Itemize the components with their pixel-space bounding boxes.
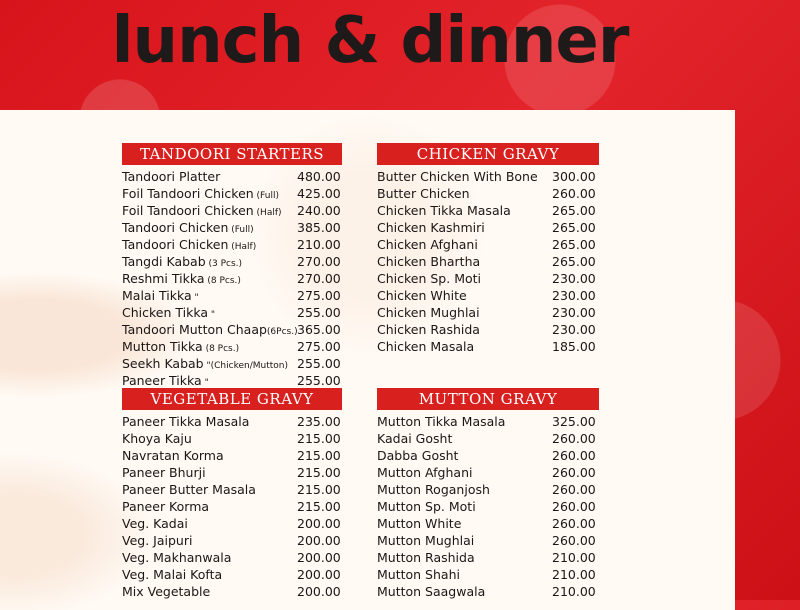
item-name: [377, 270, 481, 287]
menu-item: [122, 185, 342, 202]
menu-item: [377, 287, 599, 304]
item-label: Tandoori Mutton Chaap: [122, 322, 267, 337]
item-label: Paneer Korma: [122, 499, 210, 514]
menu-item: [122, 270, 342, 287]
item-price: 210.00: [552, 584, 596, 599]
item-label: Paneer Bhurji: [122, 465, 206, 480]
item-label: Mix Vegetable: [122, 584, 211, 599]
item-price: 260.00: [552, 516, 596, 531]
item-label: Mutton Saagwala: [377, 584, 486, 599]
menu-item: [122, 321, 342, 338]
item-name: [377, 185, 470, 202]
menu-item: [122, 202, 342, 219]
item-price: 200.00: [297, 550, 341, 565]
menu-item: [377, 498, 599, 515]
item-note: (6Pcs.): [266, 327, 298, 337]
menu-item: [377, 481, 599, 498]
menu-item: [377, 532, 599, 549]
menu-item: [377, 464, 599, 481]
item-price: 235.00: [297, 414, 341, 429]
item-note: ": [208, 310, 216, 320]
item-price: 200.00: [297, 567, 341, 582]
item-price: 240.00: [297, 203, 341, 218]
item-label: Veg. Jaipuri: [122, 533, 193, 548]
section-heading: VEGETABLE GRAVY: [122, 388, 342, 410]
item-note: ": [191, 293, 199, 303]
item-label: Veg. Makhanwala: [122, 550, 232, 565]
item-label: Veg. Malai Kofta: [122, 567, 223, 582]
item-label: Foil Tandoori Chicken: [122, 203, 254, 218]
item-price: 270.00: [297, 271, 341, 286]
menu-item: [377, 270, 599, 287]
item-label: Reshmi Tikka: [122, 271, 205, 286]
item-price: 425.00: [297, 186, 341, 201]
menu-item: [377, 447, 599, 464]
item-price: 215.00: [297, 431, 341, 446]
item-price: 230.00: [552, 271, 596, 286]
item-label: Tangdi Kabab: [122, 254, 206, 269]
item-label: Chicken White: [377, 288, 467, 303]
item-label: Khoya Kaju: [122, 431, 192, 446]
item-name: [377, 253, 480, 270]
item-label: Tandoori Chicken: [122, 220, 229, 235]
item-name: [377, 413, 505, 430]
item-label: Mutton White: [377, 516, 462, 531]
menu-panel: [0, 110, 735, 610]
item-note: (8 Pcs.): [204, 276, 241, 286]
menu-item: [377, 236, 599, 253]
item-price: 255.00: [297, 373, 341, 388]
item-price: 260.00: [552, 465, 596, 480]
item-price: 275.00: [297, 288, 341, 303]
menu-item: [377, 549, 599, 566]
item-name: [122, 498, 209, 515]
item-name: [377, 532, 474, 549]
item-label: Chicken Sp. Moti: [377, 271, 481, 286]
item-name: [122, 532, 192, 549]
item-name: [122, 430, 192, 447]
item-label: Mutton Sp. Moti: [377, 499, 476, 514]
item-name: [377, 236, 478, 253]
item-price: 215.00: [297, 482, 341, 497]
menu-item: [377, 202, 599, 219]
section-vegetable-gravy: [122, 388, 342, 600]
item-label: Paneer Tikka: [122, 373, 202, 388]
item-label: Paneer Butter Masala: [122, 482, 256, 497]
item-name: [122, 515, 188, 532]
item-label: Navratan Korma: [122, 448, 224, 463]
menu-item: [377, 338, 599, 355]
item-name: [122, 549, 231, 566]
menu-item: [122, 219, 342, 236]
item-label: Chicken Rashida: [377, 322, 480, 337]
item-label: Chicken Bhartha: [377, 254, 481, 269]
item-name: [377, 168, 538, 185]
item-label: Mutton Mughlai: [377, 533, 475, 548]
item-name: [377, 287, 467, 304]
item-note: (8 Pcs.): [202, 344, 240, 354]
menu-item: [122, 168, 342, 185]
item-price: 255.00: [297, 305, 341, 320]
item-name: [377, 515, 461, 532]
item-note: (Full): [228, 225, 254, 235]
item-price: 385.00: [297, 220, 341, 235]
item-list: [377, 413, 599, 600]
item-price: 255.00: [297, 356, 341, 371]
item-price: 230.00: [552, 305, 596, 320]
item-note: ": [201, 378, 209, 388]
menu-item: [122, 447, 342, 464]
menu-item: [122, 464, 342, 481]
menu-item: [122, 236, 342, 253]
menu-item: [377, 583, 599, 600]
item-name: [377, 566, 460, 583]
item-label: Malai Tikka: [122, 288, 192, 303]
item-name: [122, 583, 210, 600]
menu-item: [377, 430, 599, 447]
item-name: [122, 481, 256, 498]
item-label: Chicken Afghani: [377, 237, 478, 252]
item-list: [122, 413, 342, 600]
item-price: 265.00: [552, 237, 596, 252]
menu-item: [122, 413, 342, 430]
item-name: [122, 413, 249, 430]
item-name: [122, 464, 206, 481]
menu-item: [122, 355, 342, 372]
item-note: (Half): [228, 242, 257, 252]
item-name: [377, 481, 490, 498]
item-note: "(Chicken/Mutton): [203, 361, 288, 371]
item-label: Butter Chicken With Bone: [377, 169, 538, 184]
item-label: Mutton Tikka Masala: [377, 414, 506, 429]
item-name: [377, 321, 480, 338]
item-price: 200.00: [297, 584, 341, 599]
item-label: Veg. Kadai: [122, 516, 188, 531]
menu-item: [122, 481, 342, 498]
item-price: 230.00: [552, 288, 596, 303]
item-list: [122, 168, 342, 389]
item-name: [377, 549, 475, 566]
menu-item: [122, 566, 342, 583]
menu-item: [122, 338, 342, 355]
item-list: [377, 168, 599, 355]
item-name: [122, 566, 222, 583]
item-price: 300.00: [552, 169, 596, 184]
menu-item: [122, 430, 342, 447]
item-price: 210.00: [552, 567, 596, 582]
item-name: [377, 219, 485, 236]
menu-item: [377, 566, 599, 583]
item-name: [377, 464, 472, 481]
item-label: Mutton Shahi: [377, 567, 460, 582]
item-note: (Full): [253, 191, 279, 201]
menu-item: [122, 372, 342, 389]
menu-item: [377, 168, 599, 185]
item-price: 210.00: [552, 550, 596, 565]
item-price: 265.00: [552, 203, 596, 218]
item-price: 260.00: [552, 499, 596, 514]
item-price: 230.00: [552, 322, 596, 337]
item-note: (Half): [253, 208, 282, 218]
item-price: 185.00: [552, 339, 596, 354]
item-label: Mutton Tikka: [122, 339, 203, 354]
item-name: [377, 338, 474, 355]
item-label: Chicken Tikka: [122, 305, 209, 320]
item-price: 275.00: [297, 339, 341, 354]
item-name: [377, 447, 458, 464]
item-price: 260.00: [552, 482, 596, 497]
menu-item: [122, 583, 342, 600]
item-price: 210.00: [297, 237, 341, 252]
item-label: Chicken Masala: [377, 339, 475, 354]
item-price: 260.00: [552, 448, 596, 463]
item-price: 265.00: [552, 220, 596, 235]
item-label: Butter Chicken: [377, 186, 470, 201]
item-label: Tandoori Platter: [122, 169, 221, 184]
item-label: Kadai Gosht: [377, 431, 453, 446]
menu-item: [377, 515, 599, 532]
menu-item: [377, 413, 599, 430]
menu-item: [377, 185, 599, 202]
item-label: Tandoori Chicken: [122, 237, 229, 252]
menu-item: [377, 304, 599, 321]
item-note: (3 Pcs.): [205, 259, 243, 269]
section-heading: CHICKEN GRAVY: [377, 143, 599, 165]
item-price: 200.00: [297, 516, 341, 531]
item-price: 260.00: [552, 533, 596, 548]
item-price: 200.00: [297, 533, 341, 548]
item-price: 365.00: [297, 322, 341, 337]
item-price: 265.00: [552, 254, 596, 269]
menu-item: [122, 287, 342, 304]
menu-item: [122, 532, 342, 549]
item-label: Mutton Rashida: [377, 550, 475, 565]
item-label: Seekh Kabab: [122, 356, 204, 371]
item-label: Chicken Tikka Masala: [377, 203, 511, 218]
menu-item: [377, 253, 599, 270]
menu-item: [377, 321, 599, 338]
menu-item: [122, 304, 342, 321]
item-price: 260.00: [552, 186, 596, 201]
item-name: [377, 583, 485, 600]
item-price: 215.00: [297, 465, 341, 480]
item-price: 270.00: [297, 254, 341, 269]
menu-item: [122, 515, 342, 532]
section-chicken-gravy: [377, 143, 599, 355]
item-label: Foil Tandoori Chicken: [122, 186, 254, 201]
menu-title: lunch & dinner: [111, 4, 629, 78]
item-name: [377, 202, 511, 219]
menu-item: [122, 253, 342, 270]
item-name: [377, 430, 452, 447]
item-name: [377, 304, 480, 321]
section-tandoori-starters: [122, 143, 342, 389]
item-price: 325.00: [552, 414, 596, 429]
menu-item: [377, 219, 599, 236]
item-label: Chicken Kashmiri: [377, 220, 485, 235]
item-price: 260.00: [552, 431, 596, 446]
item-price: 215.00: [297, 499, 341, 514]
item-label: Mutton Afghani: [377, 465, 473, 480]
item-name: [122, 168, 220, 185]
section-heading: TANDOORI STARTERS: [122, 143, 342, 165]
item-label: Dabba Gosht: [377, 448, 459, 463]
item-label: Paneer Tikka Masala: [122, 414, 250, 429]
menu-item: [122, 549, 342, 566]
section-heading: MUTTON GRAVY: [377, 388, 599, 410]
menu-item: [122, 498, 342, 515]
item-name: [377, 498, 476, 515]
item-label: Chicken Mughlai: [377, 305, 480, 320]
item-price: 480.00: [297, 169, 341, 184]
section-mutton-gravy: [377, 388, 599, 600]
item-label: Mutton Roganjosh: [377, 482, 490, 497]
item-price: 215.00: [297, 448, 341, 463]
item-name: [122, 447, 224, 464]
